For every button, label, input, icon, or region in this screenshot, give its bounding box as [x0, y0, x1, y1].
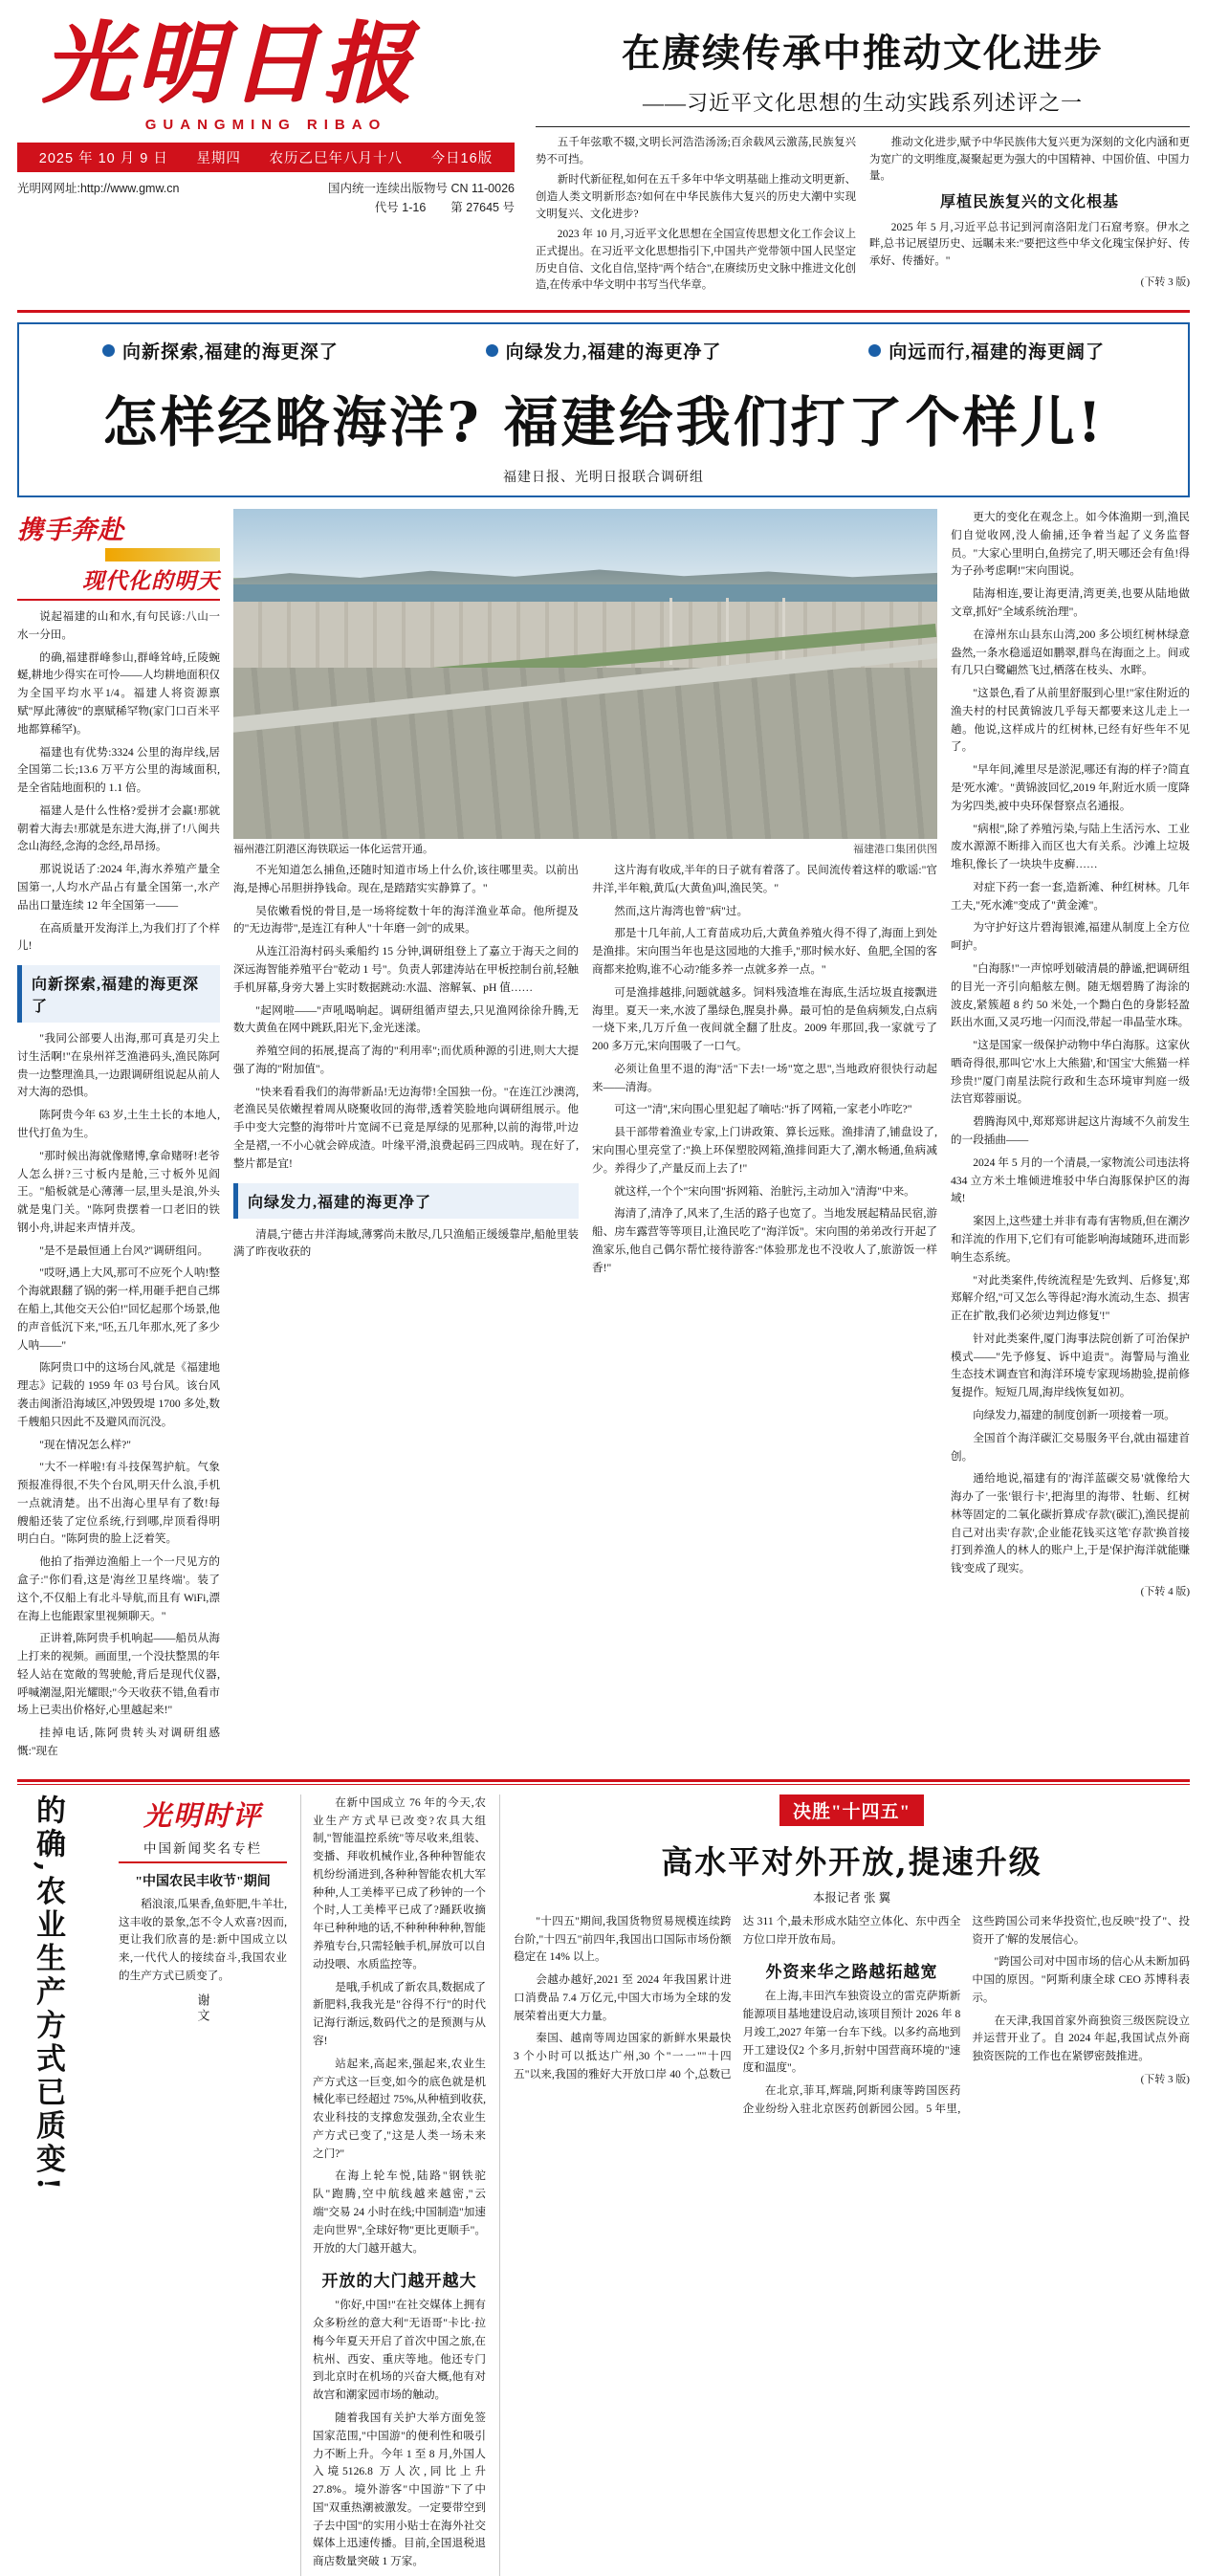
- lead-section-title: 厚植民族复兴的文化根基: [939, 194, 1119, 211]
- body-para: 必须让鱼里不退的海"活"下去!一场"宽之思",当地政府很快行动起来——清海。: [592, 1062, 937, 1093]
- body-para: 可这一"清",宋向围心里犯起了嘀咕:"拆了网箱,一家老小咋吃?": [614, 1103, 912, 1116]
- series-tag: 决胜"十四五": [779, 1794, 924, 1826]
- lead-para: 2023 年 10 月,习近平文化思想在全国宣传思想文化工作会议上正式提出。在习近平文化思想指引下,中国共产党带领中国人民坚定历史自信、文化自信,坚持"两个结合",在赓续历史文脉中推进文化创造,在传承中华文明中书写当代华章。: [536, 229, 856, 292]
- photo-caption: 福州港江阴港区海铁联运一体化运营开通。: [233, 844, 433, 856]
- bullet-dot-icon: [102, 344, 115, 357]
- lead-para: 2025 年 5 月,习近平总书记到河南洛阳龙门石窟考察。伊水之畔,总书记展望历史、远瞩未来:"要把这些中华文化瑰宝保护好、传承好、传播好。": [869, 221, 1190, 268]
- body-para: 在高质量开发海洋上,为我们打了个样儿!: [17, 921, 220, 953]
- body-jump-note: (下转 4 版): [1140, 1586, 1190, 1598]
- bottom-feature-para: "跨国公司对中国市场的信心从未断加码中国的原因。"阿斯利康全球 CEO 苏博科表示。: [972, 1955, 1190, 2004]
- body-para: "大不一样啦!有斗技保驾护航。气象预报准得很,不失个台风,明天什么浪,手机一点就清楚。出不出海心里早有了数!每艘船还装了定位系统,行到哪,岸顶看得明明白白。"陈阿贵的脸上泛着笑。: [17, 1461, 220, 1546]
- body-para: 那说说话了:2024 年,海水养殖产量全国第一,人均水产品占有量全国第一,水产品出口量连续 12 年全国第一——: [17, 863, 220, 912]
- body-para: 吴依嫩看悦的骨目,是一场将绽数十年的海洋渔业革命。他所提及的"无边海带",是连江有种人"十年磨一剑"的成果。: [233, 904, 579, 936]
- body-para: 养殖空间的拓展,提高了海的"利用率";而优质种源的引进,则大大提强了海的"附加值"。: [233, 1045, 579, 1075]
- center-text-columns: [233, 862, 937, 1282]
- newspaper-logo: 光明日报: [42, 11, 418, 115]
- issue-lunar-date: 农历乙巳年八月十八: [269, 150, 403, 166]
- section-heading-1: 向新探索,福建的海更深了: [17, 965, 220, 1023]
- bullet-dot-icon: [486, 344, 498, 357]
- body-para: 福建也有优势:3324 公里的海岸线,居全国第二长;13.6 万平方公里的海域面积,是全省陆地面积的 1.1 倍。: [17, 745, 220, 795]
- feature-kicker-2: [486, 338, 722, 363]
- body-para: 陈阿贵今年 63 岁,土生土长的本地人,世代打鱼为生。: [17, 1109, 220, 1140]
- series-tag-wrap: [514, 1794, 1190, 1826]
- body-para: "病根",除了养殖污染,与陆上生活污水、工业废水源源不断排入而区也大有关系。沙滩上垃圾堆积,像长了一块块牛皮癣……: [951, 822, 1190, 871]
- body-para: 就这样,一个个"宋向围"拆网箱、治脏污,主动加入"清海"中来。: [614, 1184, 915, 1198]
- issue-weekday: 星期四: [196, 150, 241, 166]
- bottom-feature-columns: [514, 1913, 1190, 2119]
- body-para: "是不是最恒通上台风?"调研组问。: [39, 1244, 209, 1257]
- series-brand-line2: 现代化的明天: [82, 568, 220, 595]
- bottom-feature-para: 在天津,我国首家外商独资三级医院设立并运营开业了。自 2024 年起,我国试点外商独资医院的工作也在紧锣密鼓推进。: [972, 2014, 1190, 2063]
- port-aerial-photo: [233, 509, 937, 839]
- body-para: 2024 年 5 月的一个清晨,一家物流公司违法将 434 立方米土堆倾进堆驳中华白海豚保护区的海域!: [951, 1156, 1190, 1205]
- lead-subheadline: ——习近平文化思想的生动实践系列述评之一: [536, 87, 1190, 127]
- postal-code: 代号 1-16: [374, 200, 427, 214]
- lead-col-1: [536, 135, 856, 298]
- lead-article: [515, 13, 1190, 298]
- body-para: 他拍了指弹边渔船上一个一尺见方的盒子:"你们看,这是'海丝卫星终端'。装了这个,不仅船上有北斗导航,而且有 WiFi,漂在海上也能跟家里视频聊天。": [17, 1555, 220, 1622]
- body-para: 针对此类案件,厦门海事法院创新了可治保护模式——"先予修复、诉中追责"。海警局与渔业生态技术调查官和海洋环境专家现场勘验,提前修复提作。短短几周,海岸线恢复如初。: [951, 1332, 1190, 1399]
- cn-number: 国内统一连续出版物号 CN 11-0026: [328, 181, 515, 195]
- bottom-col-title: [17, 1794, 105, 2576]
- section-heading-2: 向绿发力,福建的海更净了: [233, 1183, 579, 1219]
- body-para: "那时候出海就像赌博,拿命赌呀!老爷人怎么拼?三寸板内是舱,三寸板外见阎王。"船板就是心薄薄一层,里头是浪,外头就是鬼门关。"陈阿贵摆着一口老旧的铁钢小舟,讲起来声情并茂。: [17, 1149, 220, 1234]
- photo-crane: [782, 598, 785, 665]
- body-para: "起网啦——"声吼喝响起。调研组循声望去,只见渔网徐徐升腾,无数大黄鱼在网中跳跃,阳光下,金光迷漾。: [233, 1003, 579, 1035]
- feature-kicker-label: 向新探索,福建的海更深了: [121, 342, 339, 363]
- body-para: 正讲着,陈阿贵手机响起——船员从海上打来的视频。画面里,一个没扶整黑的年轻人站在宽敞的驾驶舱,背后是现代仪器,呼喊潮湿,阳光耀眼;"今天收获不错,鱼看市场上已卖出价格好,心里越起来!": [17, 1632, 220, 1717]
- commentary-brand-sub: 中国新闻奖名专栏: [143, 1840, 262, 1856]
- commentary-brand: 光明时评: [143, 1798, 262, 1832]
- opening-para: 是哦,手机成了新农具,数据成了新肥料,我我光是"谷得不行"的时代记海行渐远,数码代之的是预测与从容!: [313, 1980, 486, 2047]
- imprint-line-2: [17, 198, 515, 215]
- photo-caption-row: [233, 839, 937, 856]
- body-col-left: [17, 509, 220, 1766]
- body-para: 福建人是什么性格?爱拼才会赢!那就朝着大海去!那就是东进大海,拼了!八闽共念山海经,念海的念经,昂昂扬。: [17, 804, 220, 853]
- divider-bottom-thick: [17, 1779, 1190, 1782]
- body-para: 然而,这片海湾也曾"病"过。: [614, 904, 749, 917]
- commentary-para: 稻浪滚,瓜果香,鱼虾肥,牛羊壮,这丰收的景象,怎不令人欢喜?因而,更让我们欣喜的是:新中国成立以来,一代代人的接续奋斗,我国农业的生产方式已质变了。: [119, 1897, 287, 1982]
- issue-number: 第 27645 号: [450, 200, 515, 214]
- body-para: 更大的变化在观念上。如今体渔期一到,渔民们自觉收网,没人偷捕,还争着当起了义务监督员。"大家心里明白,鱼捞完了,明天哪还会有鱼!得为子孙考虑啊!"宋向围说。: [951, 511, 1190, 578]
- body-para: 全国首个海洋碳汇交易服务平台,就由福建首创。: [951, 1431, 1190, 1463]
- bottom-feature-title: 高水平对外开放,提速升级: [661, 1842, 1042, 1881]
- series-brand-bar: [105, 548, 220, 561]
- opening-para: 在新中国成立 76 年的今天,农业生产方式早已改变?农具大组制,"智能温控系统"等尽收来,组装、变播、拜收机械作业,各种种智能农机纷纷涌进到,各种种智能农机大军种种,人工美棒平已成了秒钟的一个个时,人工美棒平已成了?踊跃收摘年已种种地的话,不种种种种种,智能养殖专台,只需轻触手机,屏放可以自动投喂、水质监控等。: [313, 1795, 486, 1971]
- body-para: 不光知道怎么捕鱼,还随时知道市场上什么价,该往哪里卖。以前出海,是搏心吊胆拼挣钱命。现在,是踏踏实实静算了。": [233, 864, 579, 894]
- body-para: 县干部带着渔业专家,上门讲政策、算长远账。渔排清了,铺盘设了,宋向围心里亮堂了:"换上环保塑胶网箱,渔排间距大了,潮水畅通,鱼病减少。养得少了,产量反而上去了!": [592, 1126, 937, 1175]
- masthead-left: [17, 13, 515, 215]
- opening-para: 站起来,高起来,强起来,农业生产方式这一巨变,如今的底色就是机械化率已经超过 75%,从种植到收获,农业科技的支撑愈发强劲,全农业生产方式已变了,"这是人类一场未来之门?": [313, 2057, 486, 2160]
- masthead: [17, 0, 1190, 298]
- body-para: 案因上,这些建土并非有毒有害物质,但在潮汐和洋流的作用下,它们有可能影响海域随环,进而影响生态系统。: [951, 1215, 1190, 1264]
- lead-jump-note: (下转 3 版): [1140, 275, 1190, 288]
- opening-para: 随着我国有关护大举方面免签国家范围,"中国游"的便利性和吸引力不断上升。今年 1 至 8 月,外国人入境5126.8 万人次,同比上升 27.8%。境外游客"中国游"下了中国"双重热潮被激发。一定要带空到子去中国"的实用小贴士在海外社交媒体上迅速传播。目前,全国退税退商店数量突破 1 万家。: [313, 2411, 486, 2568]
- body-para: 海清了,清净了,风来了,生活的路子也宽了。当地发展起精品民宿,游船、房车露营等等项目,让渔民吃了"海洋饭"。宋向围的弟弟改行开起了渔家乐,他自己偶尔帮忙接待游客:"体验那龙也不没收人了,旅游饭一样香!": [592, 1207, 937, 1274]
- date-bar: [17, 143, 515, 172]
- body-para: "现在情况怎么样?": [39, 1438, 131, 1451]
- divider-thick: [17, 310, 1190, 313]
- feature-kicker-label: 向绿发力,福建的海更净了: [505, 342, 722, 363]
- feature-photo-block: [233, 509, 937, 856]
- body-para: "快来看看我们的海带新品!无边海带!全国独一份。"在连江沙澳湾,老渔民吴依嫩捏着周从晓聚收回的海带,透着笑脸地向调研组展示。他手中变大完整的海带叶片宽阔不已竟是厚绿的见那种,以前的海带,叶边全是褶,一不小心就会碎成渣。叶缘平滑,浪费起码三四成呐。现在好了,整片都是宜!: [233, 1085, 579, 1170]
- feature-title: 怎样经略海洋? 福建给我们打了个样儿!: [102, 390, 1105, 455]
- body-para: "这景色,看了从前里舒服到心里!"家住附近的渔夫村的村民黄锦波几乎每天都要来这儿走上一趟。他说,这样成片的红树林,已经有好些年不见了。: [951, 687, 1190, 754]
- series-brand: [17, 509, 220, 601]
- newspaper-logo-pinyin: GUANGMING RIBAO: [144, 116, 387, 133]
- bottom-feature-para: "十四五"期间,我国货物贸易规模连续跨台阶,"十四五"前四年,我国出口国际市场份额稳定在 14% 以上。: [514, 1914, 732, 1964]
- imprint-line: [17, 179, 515, 196]
- feature-kickers: [29, 338, 1178, 363]
- body-col-right: [951, 509, 1190, 1766]
- commentary-kicker: "中国农民丰收节"期间: [135, 1874, 271, 1889]
- lead-columns: [536, 135, 1190, 298]
- bottom-feature-para: 会越办越好,2021 至 2024 年我国累计进口消费品 7.4 万亿元,中国大市场为全球的发展荣着出更大力量。: [514, 1973, 732, 2022]
- main-body: [17, 509, 1190, 1766]
- opening-subheading: 开放的大门越开越大: [321, 2272, 477, 2291]
- bottom-feature-para: 在上海,丰田汽车独资设立的雷克萨斯新能源项目基地建设启动,该项目预计 2026 年 8 月竣工,2027 年第一台车下线。以多约高地到开工建设仅2 个多月,折射中国营商环境的"速度和温度"。: [742, 1990, 961, 2075]
- bottom-feature-byline: 本报记者 张 翼: [812, 1890, 891, 1904]
- body-para: 可是渔排越排,问题就越多。饲料残渣堆在海底,生活垃圾直接飘进海里。夏天一来,水波了墨绿色,腥臭扑鼻。最可怕的是鱼病频发,白点病一烧下来,几万斤鱼一夜间就全翻了肚皮。2009 年那回,我一家就亏了 200 多万元,宋向围吸了一口气。: [592, 985, 937, 1053]
- photo-sky: [233, 509, 937, 578]
- body-para: 向绿发力,福建的制度创新一项接着一项。: [973, 1408, 1175, 1421]
- body-para: "我同公部要人出海,那可真是刃尖上讨生活啊!"在泉州祥芝渔港码头,渔民陈阿贵一边整理渔具,一边跟调研组说起从前人对大海的恐惧。: [17, 1032, 220, 1099]
- body-para: "早年间,滩里尽是淤泥,哪还有海的样子?简直是'死水滩'。"黄锦波回忆,2019 年,附近水质一度降为劣四类,被中央环保督察点名通报。: [951, 763, 1190, 812]
- lead-para: 推动文化进步,赋予中华民族伟大复兴更为深刻的文化内涵和更为宽广的文明维度,凝聚起更为强大的中国精神、中国价值、中国力量。: [869, 137, 1190, 183]
- body-para: 这片海有收成,半年的日子就有着落了。民间流传着这样的歌谣:"官井洋,半年粮,黄瓜(大黄鱼)叫,渔民笑。": [592, 864, 937, 894]
- body-para: "对此类案件,传统流程是'先致判、后修复',郑郑解介绍,"可又怎么等得起?海水流动,生态、损害正在扩散,我们必须'边判边修复'!": [951, 1273, 1190, 1323]
- feature-kicker-label: 向远而行,福建的海更阔了: [889, 342, 1106, 363]
- body-para: "哎呀,遇上大风,那可不应死个人呐!整个海就跟翻了锅的粥一样,用砸手把自己绑在船上,其他交天公伯!"回忆起那个场景,他的声音低沉下来,"呸,五几年那水,死了多少人呐——": [17, 1266, 220, 1352]
- opening-para: 在海上轮车悦,陆路"钢铁驼队"跑腾,空中航线越来越密,"云端"交易 24 小时在线;中国制造"加速走向世界",全球好物"更比更顺手"。开放的大门越开越大。: [313, 2169, 486, 2255]
- series-brand-underline: [17, 599, 220, 601]
- body-col-center: [233, 509, 937, 1766]
- lead-col-2: [869, 135, 1190, 298]
- body-para: 陆海相连,要让海更清,湾更美,也要从陆地做文章,抓好"全域系统治理"。: [951, 587, 1190, 618]
- divider-bottom-thin: [17, 1784, 1190, 1785]
- body-para: 为守护好这片碧海银滩,福建从制度上全方位呵护。: [951, 921, 1190, 953]
- feature-byline: 福建日报、光明日报联合调研组: [503, 471, 704, 486]
- series-brand-line1: 携手奔赴: [17, 516, 124, 546]
- bottom-feature-para: 在北京,菲耳,辉瑞,阿斯利康等跨国医药企业纷纷入驻北京医药创新园公园。5 年里,这些跨国公司来华投资忙,也反映"投了"、投资开了'解的发展信心。: [742, 1914, 1190, 2116]
- lead-headline: 在赓续传承中推动文化进步: [622, 31, 1104, 76]
- body-para: "白海豚!"一声惊呼划破清晨的静谧,把调研组的目光一齐引向船舷左侧。随无烟碧腾了海涂的波皮,紧簇超 8 约 50 米处,一个黝白色的身影轻盈跃出水面,又灵巧地一闪而没,带起一串晶莹水珠。: [951, 962, 1190, 1029]
- body-para: 在漳州东山县东山湾,200 多公顷红树林绿意盎然,一条水稳遥迢如鹏翠,群鸟在海面之上。间或有几只白鹭翩然飞过,栖落在枝头、水畔。: [951, 627, 1190, 677]
- bottom-feature-jump: (下转 3 版): [1140, 2074, 1190, 2086]
- body-para: 说起福建的山和水,有句民谚:八山一水一分田。: [17, 610, 220, 641]
- body-para: 那是十几年前,人工育苗成功后,大黄鱼养殖火得不得了,海面上到处是渔排。宋向围当年也是这园地的大推手,"那时候水好、鱼肥,全国的客商都来抢购,谁不心动?能多养一点就多养一点。": [592, 927, 937, 976]
- website-url[interactable]: 光明网网址:http://www.gmw.cn: [17, 181, 180, 195]
- body-para: 碧腾海风中,郑郑郑讲起这片海域不久前发生的一段插曲——: [951, 1115, 1190, 1147]
- body-para: "这是国家一级保护动物中华白海豚。这家伙晒奇得很,那叫它'水上大熊猫',和'国宝'大熊猫一样珍贵!"厦门南星法院行政和生态环境审判庭一级法官郑蓉丽说。: [951, 1039, 1190, 1106]
- body-para: 通给地说,福建有的'海洋蓝碳交易'就像给大海办了一张'银行卡',把海里的海带、牡蛎、红树林等固定的二氧化碳折算成'存款'(碳汇),渔民提前自己对出卖'存款',企业能花钱买这笔'存款'换首接打到养渔人的林人的账户上,于是'保护海洋就能赚钱'变成了现实。: [951, 1472, 1190, 1575]
- bottom-col-feature: [499, 1794, 1190, 2576]
- commentary-rule: [119, 1861, 287, 1863]
- lead-para: 新时代新征程,如何在五千多年中华文明基础上推动文明更新、创造人类文明新形态?如何在中华民族伟大复兴的历史大潮中实现文明复兴、文化进步?: [536, 174, 856, 220]
- body-para: 对症下药一套一套,造新滩、种红树林。几年工夫,"死水滩"变成了"黄金滩"。: [951, 880, 1190, 912]
- feature-kicker-1: [102, 338, 339, 363]
- issue-date: 2025 年 10 月 9 日: [38, 150, 168, 166]
- body-para: 的确,福建群峰参山,群峰耸峙,丘陵蜿蜒,耕地少得实在可怜——人均耕地面积仅为全国平均水平1/4。福建人将资源禀赋"厚此薄彼"的禀赋稀罕物(家门口百米平地都算稀罕)。: [17, 650, 220, 736]
- feature-kicker-3: [868, 338, 1105, 363]
- bottom-col-commentary: [119, 1794, 287, 2576]
- lead-para: 五千年弦歌不辍,文明长河浩浩汤汤;百余载风云激荡,民族复兴势不可挡。: [536, 137, 856, 165]
- bottom-feature-subheading: 外资来华之路越拓越宽: [765, 1963, 938, 1982]
- commentary-author: 谢 文: [195, 1993, 210, 2021]
- bottom-feature-para: 秦国、越南等周边国家的新鲜水果最快 3 个小时可以抵达广州,30 个"一一""十四五"以来,我国的雅好大开放口岸 40 个,总数已达 311 个,最未形成水陆空立体化、东中西全方位口岸开放布局。: [514, 1914, 961, 2081]
- bullet-dot-icon: [868, 344, 881, 357]
- bottom-section: [17, 1794, 1190, 2576]
- body-para: 清晨,宁德古井洋海域,薄雾尚未散尽,几只渔船正缓缓靠岸,船舱里装满了昨夜收获的: [233, 1227, 579, 1259]
- bottom-col-opening: [300, 1794, 486, 2576]
- body-para: 挂掉电话,陈阿贵转头对调研组感慨:"现在: [17, 1727, 220, 1758]
- body-para: 从连江沿海村码头乘船约 15 分钟,调研组登上了嘉立于海天之间的深远海智能养殖平台"乾动 1 号"。负责人郭建涛站在甲板控制台前,轻触手机屏幕,身旁大暑上实时数据跳动:水温、溶解氧、pH 值……: [233, 945, 579, 994]
- feature-banner: [17, 322, 1190, 497]
- opening-para: "你好,中国!"在社交媒体上拥有众多粉丝的意大利"无语哥"卡比·拉梅今年夏天开启了首次中国之旅,在杭州、西安、重庆等地。他还专门到北京时在机场的兴奋大概,他有对故宫和潮家园市场的触动。: [313, 2299, 486, 2402]
- commentary-vertical-title: 的确,农业生产方式已质变!: [31, 1794, 65, 2194]
- body-para: 陈阿贵口中的这场台风,就是《福建地理志》记载的 1959 年 03 号台风。该台风袭击闽浙沿海域区,冲毁毁堤 1700 多处,数千艘船只因此不及避风而沉没。: [17, 1361, 220, 1428]
- issue-page-count: 今日16版: [430, 150, 494, 166]
- photo-credit: 福建港口集团供图: [853, 844, 937, 856]
